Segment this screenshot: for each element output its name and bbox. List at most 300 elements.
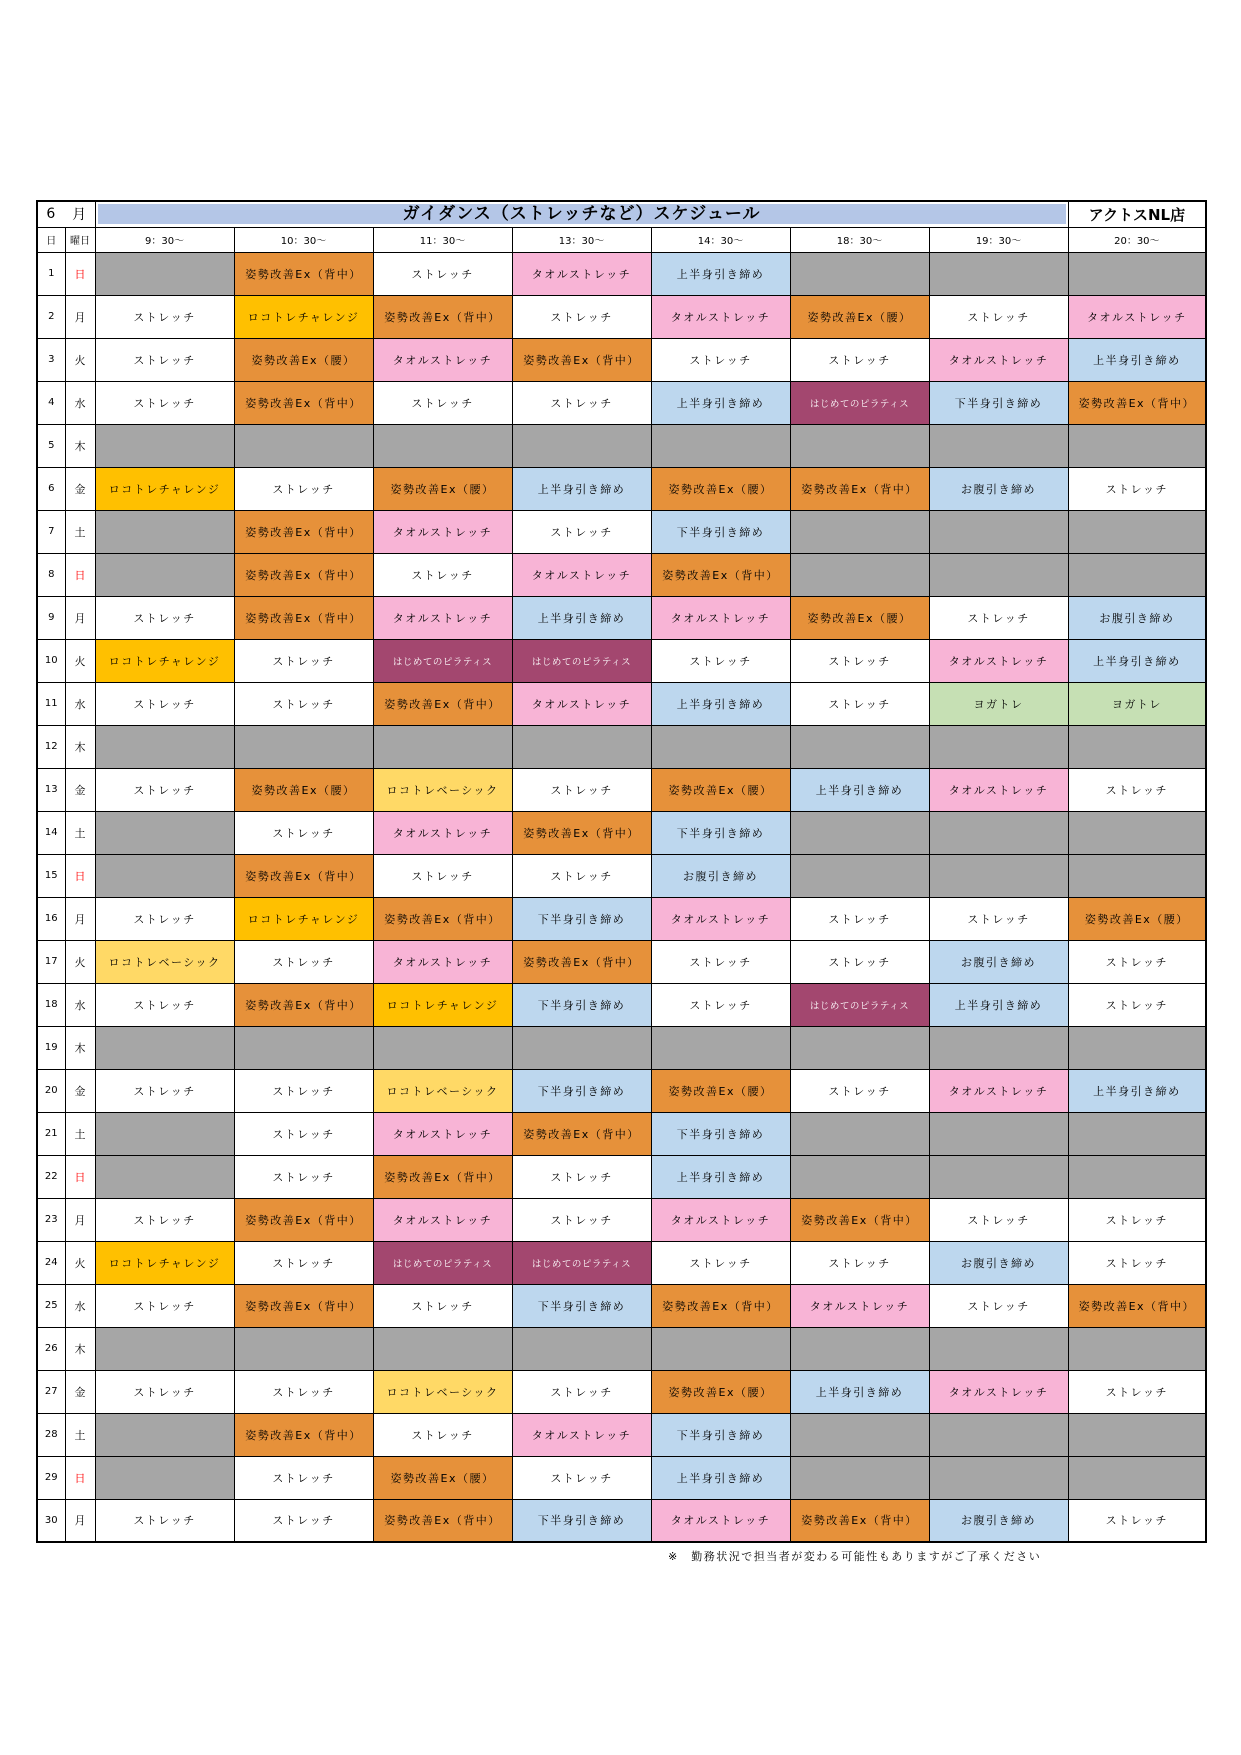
- time-header: 18：30～: [790, 227, 929, 252]
- class-slot: 上半身引き締め: [790, 768, 929, 811]
- class-slot: 姿勢改善Ex（腰）: [651, 1370, 790, 1413]
- closed-slot: [929, 553, 1068, 596]
- closed-slot: [373, 725, 512, 768]
- class-slot: ストレッチ: [234, 811, 373, 854]
- schedule-row: [37, 811, 1206, 854]
- closed-slot: [95, 510, 234, 553]
- class-slot: 姿勢改善Ex（背中）: [790, 1499, 929, 1542]
- class-slot: タオルストレッチ: [651, 295, 790, 338]
- class-slot: タオルストレッチ: [929, 338, 1068, 381]
- class-slot: ストレッチ: [929, 1284, 1068, 1327]
- day-number: 26: [37, 1327, 65, 1370]
- class-slot: ストレッチ: [651, 940, 790, 983]
- class-slot: ストレッチ: [95, 1370, 234, 1413]
- closed-slot: [790, 725, 929, 768]
- month-number: 6: [46, 206, 56, 223]
- class-slot: ストレッチ: [512, 295, 651, 338]
- class-slot: タオルストレッチ: [512, 682, 651, 725]
- class-slot: 姿勢改善Ex（背中）: [790, 1198, 929, 1241]
- schedule-table: [36, 200, 1207, 1543]
- weekday: 日: [65, 1456, 95, 1499]
- closed-slot: [929, 1155, 1068, 1198]
- class-slot: 上半身引き締め: [512, 467, 651, 510]
- class-slot: はじめてのピラティス: [373, 1241, 512, 1284]
- class-slot: 下半身引き締め: [512, 1069, 651, 1112]
- closed-slot: [234, 725, 373, 768]
- class-slot: 姿勢改善Ex（背中）: [651, 1284, 790, 1327]
- class-slot: ストレッチ: [651, 1241, 790, 1284]
- class-slot: ストレッチ: [1068, 467, 1206, 510]
- weekday: 月: [65, 897, 95, 940]
- class-slot: ストレッチ: [512, 1456, 651, 1499]
- closed-slot: [790, 1112, 929, 1155]
- month-cell: [37, 201, 95, 227]
- class-slot: ストレッチ: [373, 553, 512, 596]
- weekday: 木: [65, 424, 95, 467]
- class-slot: 姿勢改善Ex（背中）: [234, 854, 373, 897]
- day-number: 2: [37, 295, 65, 338]
- time-header: 10：30～: [234, 227, 373, 252]
- class-slot: 姿勢改善Ex（背中）: [512, 811, 651, 854]
- class-slot: 上半身引き締め: [651, 1155, 790, 1198]
- class-slot: ストレッチ: [95, 1198, 234, 1241]
- day-number: 22: [37, 1155, 65, 1198]
- weekday: 木: [65, 1327, 95, 1370]
- class-slot: ストレッチ: [651, 338, 790, 381]
- class-slot: ストレッチ: [234, 1499, 373, 1542]
- weekday: 月: [65, 1198, 95, 1241]
- schedule-row: [37, 682, 1206, 725]
- closed-slot: [95, 1327, 234, 1370]
- schedule-row: [37, 639, 1206, 682]
- schedule-row: [37, 553, 1206, 596]
- class-slot: ストレッチ: [95, 295, 234, 338]
- class-slot: ストレッチ: [512, 854, 651, 897]
- class-slot: ストレッチ: [512, 1155, 651, 1198]
- class-slot: タオルストレッチ: [929, 1370, 1068, 1413]
- schedule-row: [37, 338, 1206, 381]
- class-slot: 上半身引き締め: [1068, 338, 1206, 381]
- weekday: 火: [65, 940, 95, 983]
- class-slot: ストレッチ: [373, 1413, 512, 1456]
- class-slot: ヨガトレ: [1068, 682, 1206, 725]
- schedule-row: [37, 1413, 1206, 1456]
- weekday: 水: [65, 381, 95, 424]
- class-slot: お腹引き締め: [929, 1241, 1068, 1284]
- class-slot: ストレッチ: [95, 1069, 234, 1112]
- class-slot: ストレッチ: [512, 1370, 651, 1413]
- closed-slot: [790, 553, 929, 596]
- class-slot: タオルストレッチ: [373, 940, 512, 983]
- schedule-row: [37, 1026, 1206, 1069]
- class-slot: 上半身引き締め: [790, 1370, 929, 1413]
- day-number: 9: [37, 596, 65, 639]
- closed-slot: [512, 1327, 651, 1370]
- weekday: 木: [65, 725, 95, 768]
- closed-slot: [929, 1413, 1068, 1456]
- class-slot: 姿勢改善Ex（背中）: [373, 295, 512, 338]
- closed-slot: [95, 1026, 234, 1069]
- closed-slot: [1068, 1155, 1206, 1198]
- closed-slot: [790, 1155, 929, 1198]
- class-slot: 姿勢改善Ex（背中）: [373, 682, 512, 725]
- class-slot: ストレッチ: [234, 1370, 373, 1413]
- closed-slot: [1068, 1026, 1206, 1069]
- weekday: 月: [65, 295, 95, 338]
- class-slot: ストレッチ: [234, 1155, 373, 1198]
- class-slot: ストレッチ: [929, 295, 1068, 338]
- closed-slot: [95, 1413, 234, 1456]
- class-slot: ロコトレチャレンジ: [95, 1241, 234, 1284]
- class-slot: ストレッチ: [234, 639, 373, 682]
- closed-slot: [95, 424, 234, 467]
- day-number: 23: [37, 1198, 65, 1241]
- class-slot: 上半身引き締め: [651, 682, 790, 725]
- class-slot: 姿勢改善Ex（腰）: [1068, 897, 1206, 940]
- closed-slot: [929, 811, 1068, 854]
- day-number: 29: [37, 1456, 65, 1499]
- class-slot: ストレッチ: [790, 639, 929, 682]
- schedule-row: [37, 467, 1206, 510]
- class-slot: 姿勢改善Ex（腰）: [651, 768, 790, 811]
- weekday: 金: [65, 768, 95, 811]
- closed-slot: [651, 1327, 790, 1370]
- closed-slot: [929, 725, 1068, 768]
- class-slot: ストレッチ: [929, 897, 1068, 940]
- day-number: 11: [37, 682, 65, 725]
- class-slot: ロコトレベーシック: [373, 1370, 512, 1413]
- class-slot: タオルストレッチ: [790, 1284, 929, 1327]
- schedule-row: [37, 1198, 1206, 1241]
- schedule-row: [37, 854, 1206, 897]
- schedule-row: [37, 381, 1206, 424]
- day-number: 15: [37, 854, 65, 897]
- class-slot: はじめてのピラティス: [373, 639, 512, 682]
- closed-slot: [95, 1155, 234, 1198]
- class-slot: 姿勢改善Ex（腰）: [790, 596, 929, 639]
- closed-slot: [1068, 510, 1206, 553]
- class-slot: タオルストレッチ: [373, 1198, 512, 1241]
- schedule-row: [37, 1155, 1206, 1198]
- class-slot: 姿勢改善Ex（背中）: [512, 1112, 651, 1155]
- title-cell: [95, 201, 1068, 227]
- weekday: 火: [65, 1241, 95, 1284]
- day-number: 20: [37, 1069, 65, 1112]
- class-slot: 姿勢改善Ex（背中）: [373, 1499, 512, 1542]
- class-slot: ストレッチ: [1068, 1499, 1206, 1542]
- class-slot: 下半身引き締め: [512, 1284, 651, 1327]
- day-number: 10: [37, 639, 65, 682]
- class-slot: ストレッチ: [929, 1198, 1068, 1241]
- class-slot: タオルストレッチ: [929, 768, 1068, 811]
- schedule-row: [37, 1370, 1206, 1413]
- class-slot: ストレッチ: [95, 338, 234, 381]
- class-slot: ストレッチ: [234, 467, 373, 510]
- weekday-header: 曜日: [65, 227, 95, 252]
- day-number: 1: [37, 252, 65, 295]
- schedule-row: [37, 768, 1206, 811]
- closed-slot: [790, 811, 929, 854]
- class-slot: はじめてのピラティス: [512, 1241, 651, 1284]
- closed-slot: [1068, 811, 1206, 854]
- schedule-row: [37, 510, 1206, 553]
- class-slot: ストレッチ: [95, 1284, 234, 1327]
- class-slot: タオルストレッチ: [651, 596, 790, 639]
- class-slot: 姿勢改善Ex（背中）: [234, 553, 373, 596]
- class-slot: ストレッチ: [95, 1499, 234, 1542]
- class-slot: 姿勢改善Ex（腰）: [373, 1456, 512, 1499]
- day-number: 28: [37, 1413, 65, 1456]
- class-slot: 姿勢改善Ex（背中）: [1068, 1284, 1206, 1327]
- class-slot: ストレッチ: [512, 381, 651, 424]
- class-slot: はじめてのピラティス: [790, 983, 929, 1026]
- class-slot: ストレッチ: [1068, 940, 1206, 983]
- day-number: 25: [37, 1284, 65, 1327]
- weekday: 土: [65, 1413, 95, 1456]
- class-slot: タオルストレッチ: [651, 1198, 790, 1241]
- closed-slot: [929, 1456, 1068, 1499]
- class-slot: ストレッチ: [651, 983, 790, 1026]
- class-slot: ロコトレベーシック: [373, 768, 512, 811]
- weekday: 日: [65, 553, 95, 596]
- day-number: 6: [37, 467, 65, 510]
- weekday: 金: [65, 1069, 95, 1112]
- closed-slot: [1068, 725, 1206, 768]
- closed-slot: [512, 1026, 651, 1069]
- class-slot: ストレッチ: [1068, 768, 1206, 811]
- class-slot: ストレッチ: [234, 1069, 373, 1112]
- closed-slot: [929, 510, 1068, 553]
- closed-slot: [929, 1026, 1068, 1069]
- schedule-row: [37, 1241, 1206, 1284]
- schedule-row: [37, 940, 1206, 983]
- class-slot: ストレッチ: [234, 1112, 373, 1155]
- class-slot: お腹引き締め: [929, 940, 1068, 983]
- day-number: 13: [37, 768, 65, 811]
- schedule-row: [37, 1499, 1206, 1542]
- closed-slot: [95, 811, 234, 854]
- closed-slot: [1068, 1112, 1206, 1155]
- weekday: 水: [65, 682, 95, 725]
- class-slot: 姿勢改善Ex（背中）: [373, 897, 512, 940]
- class-slot: ストレッチ: [373, 381, 512, 424]
- class-slot: 上半身引き締め: [651, 1456, 790, 1499]
- time-header: 14：30～: [651, 227, 790, 252]
- time-header: 9：30～: [95, 227, 234, 252]
- closed-slot: [651, 725, 790, 768]
- day-number: 4: [37, 381, 65, 424]
- day-number: 14: [37, 811, 65, 854]
- closed-slot: [95, 854, 234, 897]
- class-slot: ストレッチ: [929, 596, 1068, 639]
- class-slot: 姿勢改善Ex（背中）: [234, 983, 373, 1026]
- weekday: 水: [65, 983, 95, 1026]
- day-number: 24: [37, 1241, 65, 1284]
- class-slot: ストレッチ: [512, 768, 651, 811]
- day-number: 5: [37, 424, 65, 467]
- time-header: 13：30～: [512, 227, 651, 252]
- class-slot: ヨガトレ: [929, 682, 1068, 725]
- class-slot: 姿勢改善Ex（背中）: [234, 1413, 373, 1456]
- footnote: ※ 勤務状況で担当者が変わる可能性もありますがご了承ください: [668, 1550, 1042, 1563]
- closed-slot: [373, 424, 512, 467]
- class-slot: タオルストレッチ: [373, 338, 512, 381]
- day-number: 19: [37, 1026, 65, 1069]
- class-slot: 姿勢改善Ex（背中）: [234, 1284, 373, 1327]
- closed-slot: [929, 1112, 1068, 1155]
- closed-slot: [95, 1456, 234, 1499]
- closed-slot: [790, 1413, 929, 1456]
- closed-slot: [95, 725, 234, 768]
- class-slot: ストレッチ: [512, 510, 651, 553]
- class-slot: 姿勢改善Ex（腰）: [234, 338, 373, 381]
- class-slot: タオルストレッチ: [512, 252, 651, 295]
- closed-slot: [790, 252, 929, 295]
- class-slot: 姿勢改善Ex（背中）: [234, 510, 373, 553]
- closed-slot: [1068, 854, 1206, 897]
- class-slot: 姿勢改善Ex（腰）: [651, 467, 790, 510]
- class-slot: ロコトレベーシック: [95, 940, 234, 983]
- closed-slot: [790, 510, 929, 553]
- class-slot: 姿勢改善Ex（腰）: [790, 295, 929, 338]
- closed-slot: [1068, 553, 1206, 596]
- closed-slot: [790, 1026, 929, 1069]
- class-slot: 上半身引き締め: [1068, 639, 1206, 682]
- day-number: 21: [37, 1112, 65, 1155]
- class-slot: ストレッチ: [790, 1241, 929, 1284]
- class-slot: 姿勢改善Ex（背中）: [234, 1198, 373, 1241]
- closed-slot: [929, 854, 1068, 897]
- weekday: 火: [65, 338, 95, 381]
- class-slot: ストレッチ: [373, 252, 512, 295]
- class-slot: ストレッチ: [790, 1069, 929, 1112]
- class-slot: お腹引き締め: [929, 467, 1068, 510]
- closed-slot: [651, 1026, 790, 1069]
- class-slot: 下半身引き締め: [929, 381, 1068, 424]
- class-slot: 下半身引き締め: [651, 811, 790, 854]
- class-slot: 上半身引き締め: [651, 252, 790, 295]
- class-slot: ストレッチ: [95, 682, 234, 725]
- closed-slot: [1068, 1456, 1206, 1499]
- closed-slot: [373, 1327, 512, 1370]
- class-slot: ロコトレチャレンジ: [234, 295, 373, 338]
- class-slot: ストレッチ: [790, 338, 929, 381]
- closed-slot: [929, 252, 1068, 295]
- class-slot: 上半身引き締め: [651, 381, 790, 424]
- weekday: 土: [65, 811, 95, 854]
- schedule-row: [37, 1456, 1206, 1499]
- weekday: 木: [65, 1026, 95, 1069]
- class-slot: はじめてのピラティス: [790, 381, 929, 424]
- day-number: 12: [37, 725, 65, 768]
- weekday: 月: [65, 596, 95, 639]
- weekday: 日: [65, 854, 95, 897]
- class-slot: 上半身引き締め: [1068, 1069, 1206, 1112]
- class-slot: お腹引き締め: [1068, 596, 1206, 639]
- class-slot: タオルストレッチ: [373, 510, 512, 553]
- day-number: 16: [37, 897, 65, 940]
- closed-slot: [234, 1026, 373, 1069]
- store-name: アクトスNL店: [1068, 201, 1206, 227]
- time-header: 11：30～: [373, 227, 512, 252]
- column-header-row: [37, 227, 1206, 252]
- schedule-row: [37, 1327, 1206, 1370]
- class-slot: 下半身引き締め: [512, 1499, 651, 1542]
- class-slot: 姿勢改善Ex（腰）: [234, 768, 373, 811]
- class-slot: ストレッチ: [95, 983, 234, 1026]
- schedule-row: [37, 424, 1206, 467]
- class-slot: 姿勢改善Ex（背中）: [234, 252, 373, 295]
- class-slot: タオルストレッチ: [512, 553, 651, 596]
- class-slot: お腹引き締め: [651, 854, 790, 897]
- class-slot: タオルストレッチ: [651, 897, 790, 940]
- class-slot: 姿勢改善Ex（背中）: [512, 940, 651, 983]
- class-slot: タオルストレッチ: [651, 1499, 790, 1542]
- class-slot: ロコトレチャレンジ: [95, 639, 234, 682]
- class-slot: ストレッチ: [790, 682, 929, 725]
- class-slot: ストレッチ: [651, 639, 790, 682]
- closed-slot: [1068, 1327, 1206, 1370]
- class-slot: タオルストレッチ: [1068, 295, 1206, 338]
- class-slot: はじめてのピラティス: [512, 639, 651, 682]
- closed-slot: [512, 725, 651, 768]
- closed-slot: [790, 854, 929, 897]
- class-slot: ストレッチ: [1068, 1370, 1206, 1413]
- class-slot: ストレッチ: [95, 897, 234, 940]
- closed-slot: [1068, 424, 1206, 467]
- closed-slot: [234, 1327, 373, 1370]
- closed-slot: [790, 1327, 929, 1370]
- class-slot: 姿勢改善Ex（背中）: [790, 467, 929, 510]
- class-slot: 姿勢改善Ex（背中）: [1068, 381, 1206, 424]
- schedule-row: [37, 725, 1206, 768]
- weekday: 水: [65, 1284, 95, 1327]
- day-number: 8: [37, 553, 65, 596]
- class-slot: ストレッチ: [234, 1241, 373, 1284]
- schedule-row: [37, 897, 1206, 940]
- class-slot: ロコトレチャレンジ: [234, 897, 373, 940]
- closed-slot: [95, 1112, 234, 1155]
- closed-slot: [234, 424, 373, 467]
- weekday: 火: [65, 639, 95, 682]
- closed-slot: [373, 1026, 512, 1069]
- schedule-body: [37, 252, 1206, 1542]
- day-number: 30: [37, 1499, 65, 1542]
- class-slot: ストレッチ: [95, 596, 234, 639]
- class-slot: 上半身引き締め: [929, 983, 1068, 1026]
- class-slot: ストレッチ: [512, 1198, 651, 1241]
- weekday: 月: [65, 1499, 95, 1542]
- schedule-row: [37, 252, 1206, 295]
- class-slot: 下半身引き締め: [651, 1112, 790, 1155]
- closed-slot: [929, 424, 1068, 467]
- title-row: [37, 201, 1206, 227]
- class-slot: タオルストレッチ: [929, 1069, 1068, 1112]
- closed-slot: [790, 424, 929, 467]
- time-header: 19：30～: [929, 227, 1068, 252]
- schedule-sheet: [36, 200, 1205, 1543]
- class-slot: ロコトレチャレンジ: [373, 983, 512, 1026]
- class-slot: ストレッチ: [373, 1284, 512, 1327]
- day-header: 日: [37, 227, 65, 252]
- class-slot: ストレッチ: [95, 768, 234, 811]
- closed-slot: [790, 1456, 929, 1499]
- class-slot: 姿勢改善Ex（腰）: [651, 1069, 790, 1112]
- day-number: 7: [37, 510, 65, 553]
- class-slot: ストレッチ: [234, 1456, 373, 1499]
- class-slot: 姿勢改善Ex（背中）: [512, 338, 651, 381]
- closed-slot: [1068, 1413, 1206, 1456]
